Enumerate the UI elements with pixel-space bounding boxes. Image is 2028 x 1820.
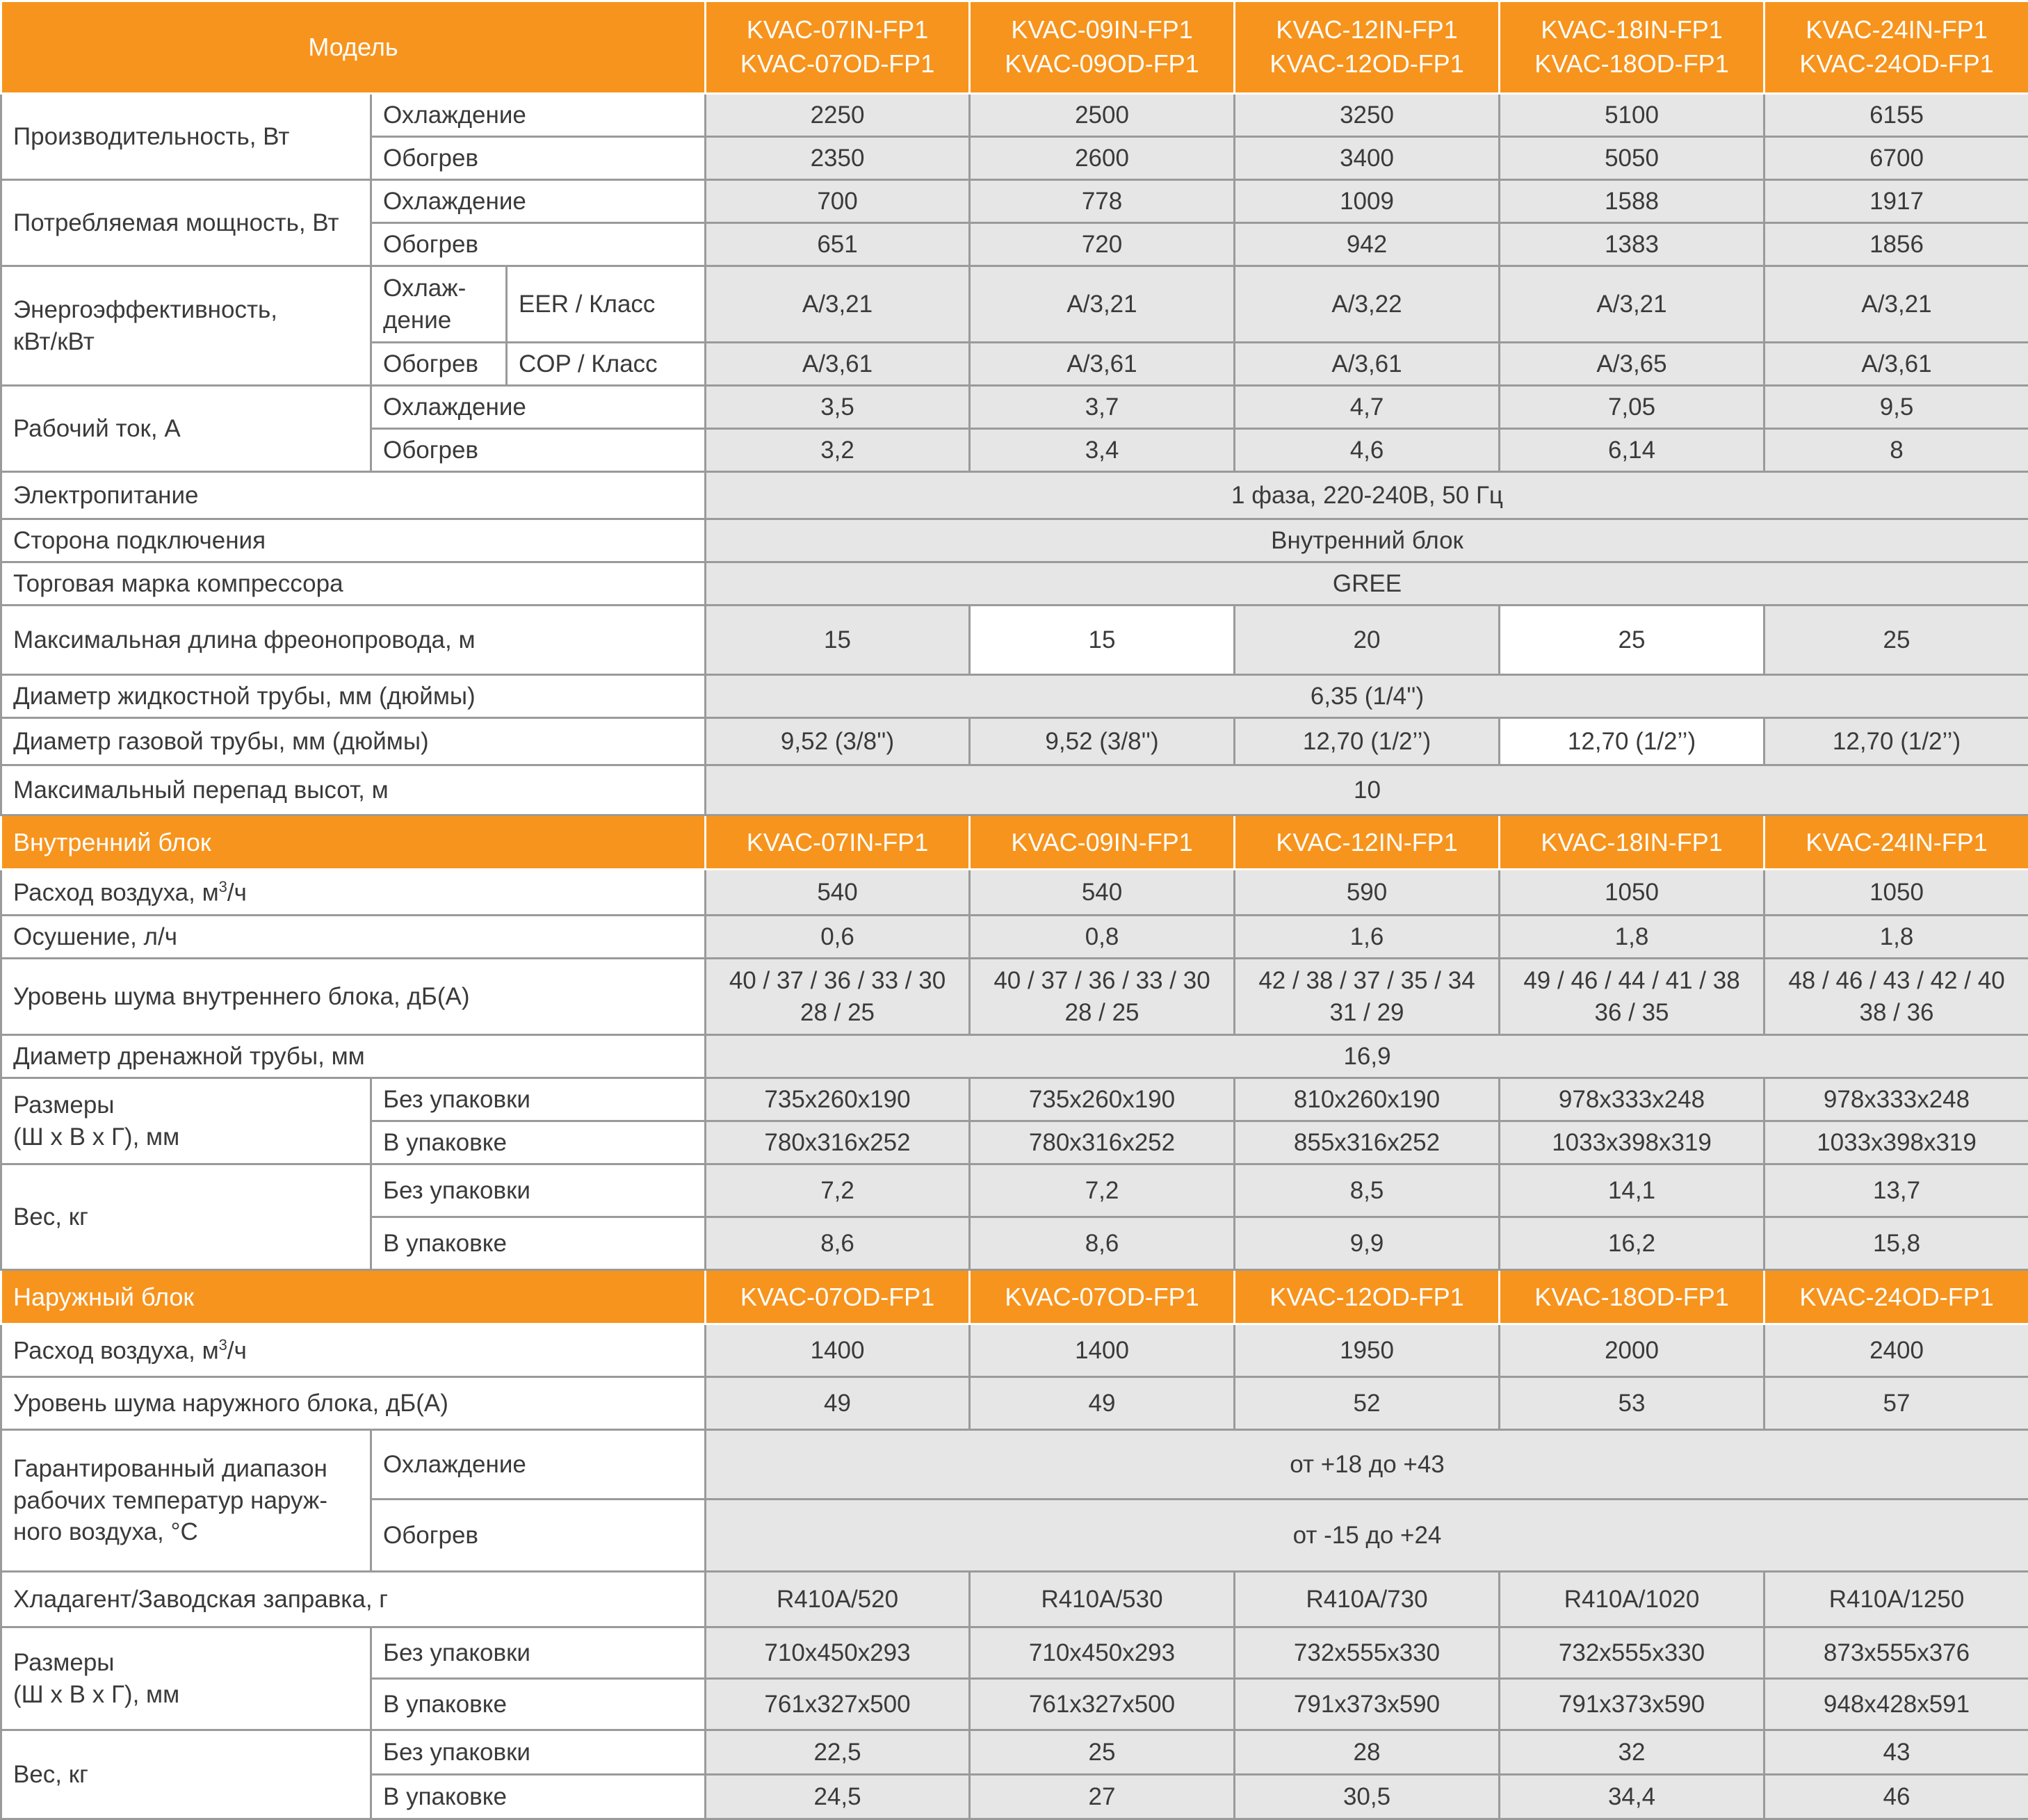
capacity-label: Производительность, Вт — [1, 94, 371, 180]
indoor-size-unpacked-value: 735x260x190 — [970, 1078, 1235, 1121]
indoor-airflow-value: 540 — [970, 870, 1235, 916]
outdoor-weight-packed-label: В упаковке — [371, 1775, 706, 1819]
refrigerant-value: R410A/1250 — [1765, 1572, 2028, 1627]
outdoor-noise-value: 52 — [1235, 1377, 1500, 1430]
outdoor-size-unpacked-row — [1, 1627, 2028, 1679]
indoor-size-unpacked-value: 735x260x190 — [706, 1078, 970, 1121]
gas-pipe-value: 9,52 (3/8'') — [706, 718, 970, 765]
temp-cooling-value: от +18 до +43 — [706, 1430, 2028, 1500]
liquid-pipe-row — [1, 675, 2028, 718]
indoor-weight-packed-value: 16,2 — [1500, 1217, 1765, 1270]
current-heating-value: 8 — [1765, 429, 2028, 472]
indoor-weight-packed-label: В упаковке — [371, 1217, 706, 1270]
power-cooling-value: 778 — [970, 180, 1235, 223]
outdoor-noise-value: 49 — [706, 1377, 970, 1430]
temp-heating-value: от -15 до +24 — [706, 1500, 2028, 1572]
dehumid-value: 0,8 — [970, 916, 1235, 959]
indoor-noise-label: Уровень шума внутреннего блока, дБ(А) — [1, 959, 706, 1035]
indoor-size-packed-value: 855x316x252 — [1235, 1121, 1500, 1164]
outdoor-model: KVAC-07OD-FP1 — [706, 1270, 970, 1324]
indoor-weight-packed-value: 15,8 — [1765, 1217, 2028, 1270]
outdoor-weight-unpacked-value: 43 — [1765, 1730, 2028, 1775]
capacity-cooling-value: 6155 — [1765, 94, 2028, 137]
eer-value: A/3,22 — [1235, 266, 1500, 343]
max-height-label: Максимальный перепад высот, м — [1, 765, 706, 815]
outdoor-size-unpacked-value: 710x450x293 — [970, 1627, 1235, 1679]
efficiency-cooling-label: Охлаж- дение — [371, 266, 507, 343]
outdoor-size-unpacked-value: 732x555x330 — [1500, 1627, 1765, 1679]
dehumid-value: 1,6 — [1235, 916, 1500, 959]
outdoor-size-packed-value: 791x373x590 — [1500, 1679, 1765, 1730]
outdoor-size-unpacked-label: Без упаковки — [371, 1627, 706, 1679]
indoor-size-packed-value: 780x316x252 — [970, 1121, 1235, 1164]
efficiency-label: Энергоэффективность, кВт/кВт — [1, 266, 371, 386]
dehumid-label: Осушение, л/ч — [1, 916, 706, 959]
outdoor-noise-value: 53 — [1500, 1377, 1765, 1430]
outdoor-noise-row — [1, 1377, 2028, 1430]
gas-pipe-value: 12,70 (1/2’’) — [1235, 718, 1500, 765]
indoor-noise-value: 40 / 37 / 36 / 33 / 30 28 / 25 — [706, 959, 970, 1035]
connection-side-label: Сторона подключения — [1, 519, 706, 562]
outdoor-airflow-label: Расход воздуха, $м^3/ч$ — [1, 1324, 706, 1377]
temp-range-label: Гарантированный диапазон рабочих температур наруж- ного воздуха, °С — [1, 1430, 371, 1572]
outdoor-airflow-value: 2000 — [1500, 1324, 1765, 1377]
eer-value: A/3,21 — [1500, 266, 1765, 343]
outdoor-size-unpacked-value: 710x450x293 — [706, 1627, 970, 1679]
current-cooling-value: 4,7 — [1235, 386, 1500, 429]
current-cooling-value: 3,5 — [706, 386, 970, 429]
power-cooling-label: Охлаждение — [371, 180, 706, 223]
outdoor-weight-unpacked-value: 32 — [1500, 1730, 1765, 1775]
max-pipe-label: Максимальная длина фреонопровода, м — [1, 606, 706, 675]
refrigerant-value: R410A/520 — [706, 1572, 970, 1627]
model-2: KVAC-09IN-FP1 KVAC-09OD-FP1 — [970, 1, 1235, 94]
model-label: Модель — [1, 1, 706, 94]
max-pipe-value: 15 — [706, 606, 970, 675]
dehumid-value: 0,6 — [706, 916, 970, 959]
outdoor-airflow-value: 1950 — [1235, 1324, 1500, 1377]
indoor-airflow-value: 590 — [1235, 870, 1500, 916]
outdoor-size-packed-value: 761x327x500 — [970, 1679, 1235, 1730]
gas-pipe-label: Диаметр газовой трубы, мм (дюймы) — [1, 718, 706, 765]
outdoor-noise-value: 57 — [1765, 1377, 2028, 1430]
outdoor-model: KVAC-12OD-FP1 — [1235, 1270, 1500, 1324]
power-cooling-value: 1009 — [1235, 180, 1500, 223]
connection-side-row — [1, 519, 2028, 562]
compressor-value: GREE — [706, 562, 2028, 606]
indoor-airflow-value: 540 — [706, 870, 970, 916]
liquid-pipe-value: 6,35 (1/4'') — [706, 675, 2028, 718]
outdoor-weight-packed-value: 30,5 — [1235, 1775, 1500, 1819]
outdoor-size-packed-value: 791x373x590 — [1235, 1679, 1500, 1730]
drain-row — [1, 1035, 2028, 1078]
outdoor-model: KVAC-07OD-FP1 — [970, 1270, 1235, 1324]
outdoor-weight-unpacked-value: 25 — [970, 1730, 1235, 1775]
power-heating-value: 1856 — [1765, 223, 2028, 266]
dehumid-value: 1,8 — [1765, 916, 2028, 959]
outdoor-size-unpacked-value: 732x555x330 — [1235, 1627, 1500, 1679]
indoor-weight-unpacked-value: 13,7 — [1765, 1164, 2028, 1217]
power-cooling-value: 1588 — [1500, 180, 1765, 223]
indoor-model: KVAC-12IN-FP1 — [1235, 815, 1500, 870]
indoor-weight-unpacked-value: 14,1 — [1500, 1164, 1765, 1217]
indoor-size-label: Размеры (Ш х В х Г), мм — [1, 1078, 371, 1164]
capacity-cooling-value: 3250 — [1235, 94, 1500, 137]
indoor-weight-packed-value: 8,6 — [970, 1217, 1235, 1270]
indoor-model: KVAC-07IN-FP1 — [706, 815, 970, 870]
capacity-cooling-value: 5100 — [1500, 94, 1765, 137]
capacity-heating-label: Обогрев — [371, 137, 706, 180]
capacity-heating-value: 2350 — [706, 137, 970, 180]
power-heating-value: 1383 — [1500, 223, 1765, 266]
temp-cooling-label: Охлаждение — [371, 1430, 706, 1500]
outdoor-header-row — [1, 1270, 2028, 1324]
current-cooling-value: 9,5 — [1765, 386, 2028, 429]
model-header-row — [1, 1, 2028, 94]
power-label: Потребляемая мощность, Вт — [1, 180, 371, 266]
temp-cooling-row — [1, 1430, 2028, 1500]
indoor-airflow-row — [1, 870, 2028, 916]
indoor-noise-row — [1, 959, 2028, 1035]
dehumid-row — [1, 916, 2028, 959]
power-cooling-row — [1, 180, 2028, 223]
outdoor-weight-label: Вес, кг — [1, 1730, 371, 1819]
indoor-noise-value: 40 / 37 / 36 / 33 / 30 28 / 25 — [970, 959, 1235, 1035]
indoor-size-unpacked-value: 978x333x248 — [1765, 1078, 2028, 1121]
outdoor-size-packed-label: В упаковке — [371, 1679, 706, 1730]
power-supply-row — [1, 472, 2028, 519]
gas-pipe-row — [1, 718, 2028, 765]
indoor-noise-value: 49 / 46 / 44 / 41 / 38 36 / 35 — [1500, 959, 1765, 1035]
drain-label: Диаметр дренажной трубы, мм — [1, 1035, 706, 1078]
liquid-pipe-label: Диаметр жидкостной трубы, мм (дюймы) — [1, 675, 706, 718]
current-cooling-value: 3,7 — [970, 386, 1235, 429]
gas-pipe-value: 12,70 (1/2’’) — [1765, 718, 2028, 765]
indoor-size-unpacked-value: 978x333x248 — [1500, 1078, 1765, 1121]
current-heating-value: 4,6 — [1235, 429, 1500, 472]
indoor-weight-label: Вес, кг — [1, 1164, 371, 1270]
compressor-label: Торговая марка компрессора — [1, 562, 706, 606]
temp-heating-label: Обогрев — [371, 1500, 706, 1572]
outdoor-weight-unpacked-label: Без упаковки — [371, 1730, 706, 1775]
efficiency-cooling-row — [1, 266, 2028, 343]
outdoor-weight-unpacked-value: 22,5 — [706, 1730, 970, 1775]
outdoor-airflow-value: 1400 — [970, 1324, 1235, 1377]
connection-side-value: Внутренний блок — [706, 519, 2028, 562]
current-heating-value: 3,2 — [706, 429, 970, 472]
model-1: KVAC-07IN-FP1 KVAC-07OD-FP1 — [706, 1, 970, 94]
compressor-row — [1, 562, 2028, 606]
outdoor-size-packed-value: 761x327x500 — [706, 1679, 970, 1730]
max-height-value: 10 — [706, 765, 2028, 815]
outdoor-weight-packed-value: 27 — [970, 1775, 1235, 1819]
indoor-size-unpacked-label: Без упаковки — [371, 1078, 706, 1121]
capacity-cooling-row — [1, 94, 2028, 137]
capacity-heating-value: 6700 — [1765, 137, 2028, 180]
model-3: KVAC-12IN-FP1 KVAC-12OD-FP1 — [1235, 1, 1500, 94]
outdoor-airflow-value: 2400 — [1765, 1324, 2028, 1377]
outdoor-noise-label: Уровень шума наружного блока, дБ(А) — [1, 1377, 706, 1430]
model-4: KVAC-18IN-FP1 KVAC-18OD-FP1 — [1500, 1, 1765, 94]
drain-value: 16,9 — [706, 1035, 2028, 1078]
power-supply-value: 1 фаза, 220-240В, 50 Гц — [706, 472, 2028, 519]
max-pipe-value: 25 — [1765, 606, 2028, 675]
eer-value: A/3,21 — [970, 266, 1235, 343]
indoor-size-packed-value: 1033x398x319 — [1500, 1121, 1765, 1164]
capacity-heating-value: 3400 — [1235, 137, 1500, 180]
power-cooling-value: 700 — [706, 180, 970, 223]
refrigerant-row — [1, 1572, 2028, 1627]
cop-value: A/3,61 — [1235, 343, 1500, 386]
power-heating-label: Обогрев — [371, 223, 706, 266]
indoor-weight-unpacked-label: Без упаковки — [371, 1164, 706, 1217]
current-heating-value: 3,4 — [970, 429, 1235, 472]
eer-value: A/3,21 — [706, 266, 970, 343]
indoor-model: KVAC-24IN-FP1 — [1765, 815, 2028, 870]
cop-value: A/3,61 — [1765, 343, 2028, 386]
indoor-weight-unpacked-value: 7,2 — [706, 1164, 970, 1217]
indoor-weight-packed-value: 9,9 — [1235, 1217, 1500, 1270]
outdoor-size-packed-value: 948x428x591 — [1765, 1679, 2028, 1730]
dehumid-value: 1,8 — [1500, 916, 1765, 959]
indoor-size-unpacked-value: 810x260x190 — [1235, 1078, 1500, 1121]
indoor-noise-value: 48 / 46 / 43 / 42 / 40 38 / 36 — [1765, 959, 2028, 1035]
refrigerant-value: R410A/1020 — [1500, 1572, 1765, 1627]
refrigerant-value: R410A/530 — [970, 1572, 1235, 1627]
indoor-weight-unpacked-row — [1, 1164, 2028, 1217]
gas-pipe-value: 12,70 (1/2’’) — [1500, 718, 1765, 765]
current-cooling-value: 7,05 — [1500, 386, 1765, 429]
outdoor-size-label: Размеры (Ш х В х Г), мм — [1, 1627, 371, 1730]
outdoor-airflow-value: 1400 — [706, 1324, 970, 1377]
current-cooling-label: Охлаждение — [371, 386, 706, 429]
indoor-size-packed-value: 1033x398x319 — [1765, 1121, 2028, 1164]
efficiency-heating-label: Обогрев — [371, 343, 507, 386]
cop-value: A/3,61 — [706, 343, 970, 386]
capacity-cooling-value: 2250 — [706, 94, 970, 137]
power-heating-value: 942 — [1235, 223, 1500, 266]
eer-label: EER / Класс — [507, 266, 706, 343]
gas-pipe-value: 9,52 (3/8'') — [970, 718, 1235, 765]
indoor-model: KVAC-09IN-FP1 — [970, 815, 1235, 870]
indoor-airflow-value: 1050 — [1500, 870, 1765, 916]
outdoor-weight-unpacked-value: 28 — [1235, 1730, 1500, 1775]
indoor-weight-unpacked-value: 7,2 — [970, 1164, 1235, 1217]
capacity-heating-value: 2600 — [970, 137, 1235, 180]
max-pipe-row — [1, 606, 2028, 675]
outdoor-weight-packed-value: 34,4 — [1500, 1775, 1765, 1819]
indoor-size-unpacked-row — [1, 1078, 2028, 1121]
outdoor-weight-packed-value: 46 — [1765, 1775, 2028, 1819]
outdoor-noise-value: 49 — [970, 1377, 1235, 1430]
outdoor-model: KVAC-24OD-FP1 — [1765, 1270, 2028, 1324]
cop-label: COP / Класс — [507, 343, 706, 386]
indoor-airflow-label: Расход воздуха, $м^3/ч$ — [1, 870, 706, 916]
current-cooling-row — [1, 386, 2028, 429]
outdoor-model: KVAC-18OD-FP1 — [1500, 1270, 1765, 1324]
indoor-title: Внутренний блок — [1, 815, 706, 870]
indoor-weight-packed-value: 8,6 — [706, 1217, 970, 1270]
outdoor-airflow-row — [1, 1324, 2028, 1377]
eer-value: A/3,21 — [1765, 266, 2028, 343]
max-pipe-value: 20 — [1235, 606, 1500, 675]
current-label: Рабочий ток, А — [1, 386, 371, 472]
refrigerant-value: R410A/730 — [1235, 1572, 1500, 1627]
outdoor-size-unpacked-value: 873x555x376 — [1765, 1627, 2028, 1679]
max-pipe-value: 15 — [970, 606, 1235, 675]
power-cooling-value: 1917 — [1765, 180, 2028, 223]
current-heating-value: 6,14 — [1500, 429, 1765, 472]
outdoor-title: Наружный блок — [1, 1270, 706, 1324]
outdoor-weight-packed-value: 24,5 — [706, 1775, 970, 1819]
indoor-noise-value: 42 / 38 / 37 / 35 / 34 31 / 29 — [1235, 959, 1500, 1035]
power-heating-value: 651 — [706, 223, 970, 266]
capacity-cooling-label: Охлаждение — [371, 94, 706, 137]
indoor-model: KVAC-18IN-FP1 — [1500, 815, 1765, 870]
indoor-header-row — [1, 815, 2028, 870]
capacity-cooling-value: 2500 — [970, 94, 1235, 137]
capacity-heating-value: 5050 — [1500, 137, 1765, 180]
current-heating-label: Обогрев — [371, 429, 706, 472]
power-supply-label: Электропитание — [1, 472, 706, 519]
indoor-size-packed-value: 780x316x252 — [706, 1121, 970, 1164]
model-5: KVAC-24IN-FP1 KVAC-24OD-FP1 — [1765, 1, 2028, 94]
indoor-airflow-value: 1050 — [1765, 870, 2028, 916]
max-height-row — [1, 765, 2028, 815]
refrigerant-label: Хладагент/Заводская заправка, г — [1, 1572, 706, 1627]
indoor-size-packed-label: В упаковке — [371, 1121, 706, 1164]
max-pipe-value: 25 — [1500, 606, 1765, 675]
cop-value: A/3,61 — [970, 343, 1235, 386]
power-heating-value: 720 — [970, 223, 1235, 266]
cop-value: A/3,65 — [1500, 343, 1765, 386]
outdoor-weight-unpacked-row — [1, 1730, 2028, 1775]
indoor-weight-unpacked-value: 8,5 — [1235, 1164, 1500, 1217]
